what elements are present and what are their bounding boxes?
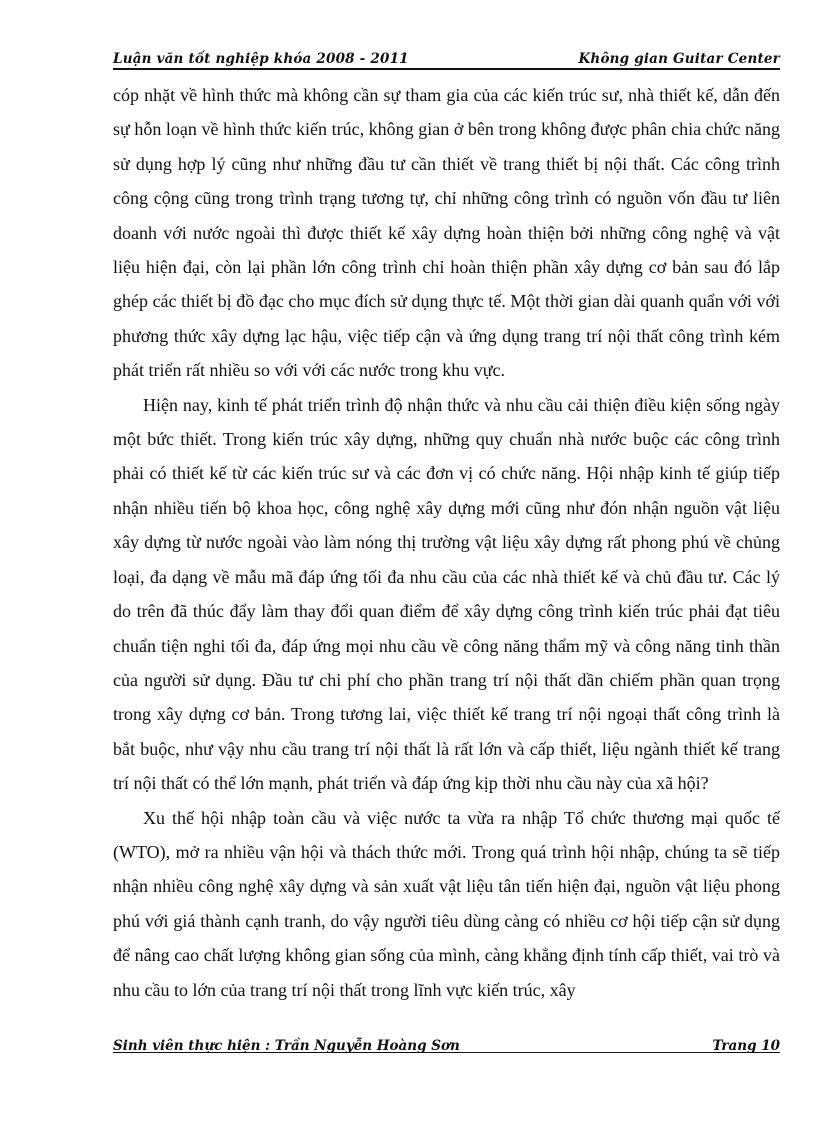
footer-author: Sinh viên thực hiện : Trần Nguyễn Hoàng Sơn xyxy=(113,1038,460,1054)
document-body xyxy=(113,78,780,1007)
paragraph-2: Hiện nay, kinh tế phát triển trình độ nhận thức và nhu cầu cải thiện điều kiện sống ngày một bức thiết. Trong kiến trúc xây dựng, những quy chuẩn nhà nước buộc các công trình phải có thiết kế từ các kiến trúc sư và các đơn vị có chức năng. Hội nhập kinh tế giúp tiếp nhận nhiều tiến bộ khoa học, công nghệ xây dựng mới cũng như đón nhận nguồn vật liệu xây dựng từ nước ngoài vào làm nóng thị trường vật liệu xây dựng rất phong phú về chủng loại, đa dạng về mẫu mã đáp ứng tối đa nhu cầu của các nhà thiết kế và chủ đầu tư. Các lý do trên đã thúc đẩy làm thay đổi quan điểm để xây dựng công trình kiến trúc phải đạt tiêu chuẩn tiện nghi tối đa, đáp ứng mọi nhu cầu về công năng thẩm mỹ và công năng tinh thần của người sử dụng. Đầu tư chi phí cho phần trang trí nội thất dần chiếm phần quan trọng trong xây dựng cơ bản. Trong tương lai, việc thiết kế trang trí nội ngoại thất công trình là bắt buộc, như vậy nhu cầu trang trí nội thất là rất lớn và cấp thiết, liệu ngành thiết kế trang trí nội thất có thể lớn mạnh, phát triển và đáp ứng kịp thời nhu cầu này của xã hội? xyxy=(113,394,780,794)
header-project-title: Không gian Guitar Center xyxy=(578,51,780,67)
page-header xyxy=(113,48,780,70)
paragraph-1: cóp nhặt về hình thức mà không cần sự tham gia của các kiến trúc sư, nhà thiết kế, dẫn đến sự hỗn loạn về hình thức kiến trúc, không gian ở bên trong không được phân chia chức năng sử dụng hợp lý cũng như những đầu tư cần thiết về trang thiết bị nội thất. Các công trình công cộng cũng trong trình trạng tương tự, chỉ những công trình có nguồn vốn đầu tư liên doanh với nước ngoài thì được thiết kế xây dựng hoàn thiện bởi những công nghệ và vật liệu hiện đại, còn lại phần lớn công trình chỉ hoàn thiện phần xây dựng cơ bản sau đó lắp ghép các thiết bị đồ đạc cho mục đích sử dụng thực tế. Một thời gian dài quanh quẩn với với phương thức xây dựng lạc hậu, việc tiếp cận và ứng dụng trang trí nội thất công trình kém phát triển rất nhiều so với với các nước trong khu vực. xyxy=(113,85,780,381)
page-footer xyxy=(113,1038,780,1075)
header-thesis-title: Luận văn tốt nghiệp khóa 2008 - 2011 xyxy=(113,51,409,67)
paragraph-3: Xu thế hội nhập toàn cầu và việc nước ta vừa ra nhập Tổ chức thương mại quốc tế (WTO), mở ra nhiều vận hội và thách thức mới. Trong quá trình hội nhập, chúng ta sẽ tiếp nhận nhiều công nghệ xây dựng và sản xuất vật liệu tân tiến hiện đại, nguồn vật liệu phong phú với giá thành cạnh tranh, do vậy người tiêu dùng càng có nhiều cơ hội tiếp cận sử dụng để nâng cao chất lượng không gian sống của mình, càng khẳng định tính cấp thiết, vai trò và nhu cầu to lớn của trang trí nội thất trong lĩnh vực kiến trúc, xây xyxy=(113,807,780,1000)
footer-page-number: Trang 10 xyxy=(712,1038,780,1054)
